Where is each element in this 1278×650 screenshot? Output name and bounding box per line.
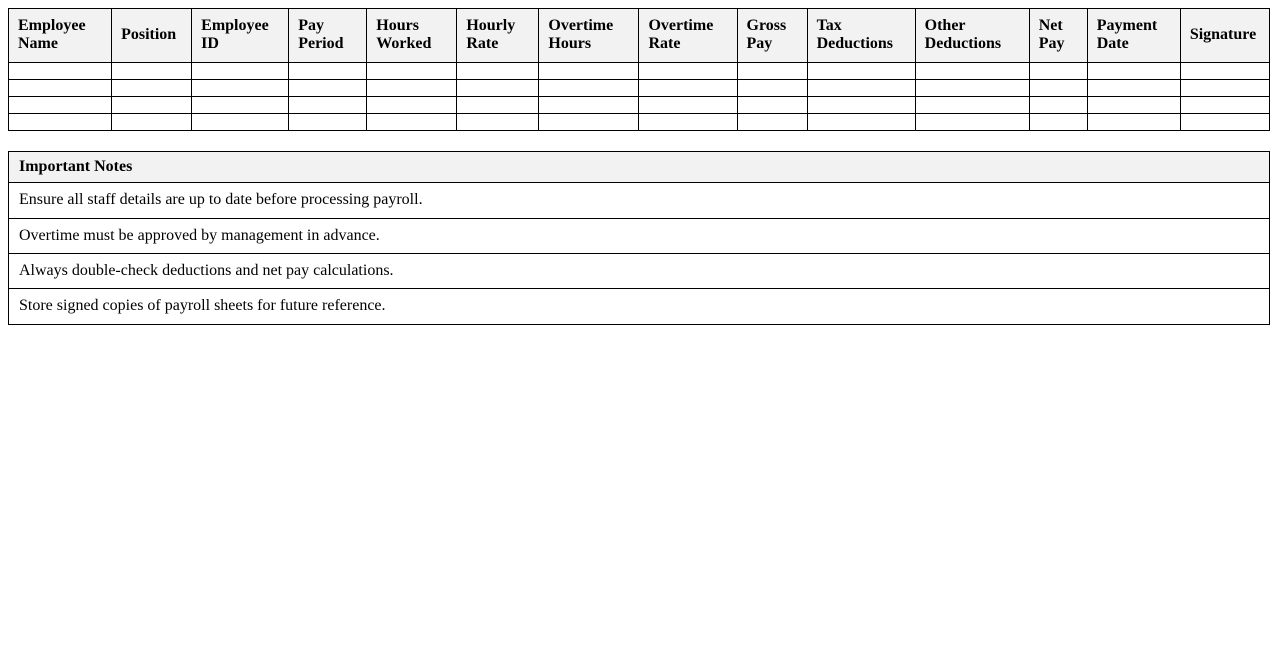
payroll-empty-cell xyxy=(367,79,457,96)
payroll-empty-cell xyxy=(539,113,639,130)
payroll-empty-row xyxy=(9,62,1270,79)
note-row xyxy=(9,183,1270,218)
payroll-empty-cell xyxy=(639,79,737,96)
payroll-empty-cell xyxy=(112,62,192,79)
notes-header-row xyxy=(9,151,1270,182)
payroll-empty-cell xyxy=(289,113,367,130)
payroll-empty-cell xyxy=(192,96,289,113)
note-text: Always double-check deductions and net pay calculations. xyxy=(9,253,1270,288)
payroll-empty-cell xyxy=(1180,113,1269,130)
payroll-empty-cell xyxy=(457,96,539,113)
col-header-net-pay: Net Pay xyxy=(1029,9,1087,63)
payroll-empty-cell xyxy=(192,79,289,96)
payroll-empty-cell xyxy=(457,62,539,79)
payroll-header-row xyxy=(9,9,1270,63)
payroll-empty-cell xyxy=(1029,96,1087,113)
note-row xyxy=(9,218,1270,253)
payroll-empty-cell xyxy=(9,96,112,113)
col-header-overtime-rate: Overtime Rate xyxy=(639,9,737,63)
payroll-empty-cell xyxy=(807,79,915,96)
payroll-empty-cell xyxy=(539,62,639,79)
payroll-empty-cell xyxy=(639,62,737,79)
note-text: Ensure all staff details are up to date before processing payroll. xyxy=(9,183,1270,218)
notes-table xyxy=(8,151,1270,325)
payroll-empty-cell xyxy=(915,96,1029,113)
payroll-empty-cell xyxy=(1029,79,1087,96)
payroll-empty-cell xyxy=(112,96,192,113)
payroll-empty-cell xyxy=(457,79,539,96)
payroll-empty-cell xyxy=(9,79,112,96)
note-row xyxy=(9,253,1270,288)
payroll-empty-cell xyxy=(915,62,1029,79)
notes-title: Important Notes xyxy=(9,151,1270,182)
payroll-table xyxy=(8,8,1270,131)
payroll-empty-row xyxy=(9,96,1270,113)
payroll-empty-cell xyxy=(1087,96,1180,113)
payroll-empty-cell xyxy=(639,113,737,130)
payroll-empty-cell xyxy=(1087,62,1180,79)
col-header-signature: Signature xyxy=(1180,9,1269,63)
col-header-employee-id: Employee ID xyxy=(192,9,289,63)
payroll-empty-cell xyxy=(192,113,289,130)
payroll-empty-cell xyxy=(112,79,192,96)
col-header-gross-pay: Gross Pay xyxy=(737,9,807,63)
payroll-empty-cell xyxy=(457,113,539,130)
payroll-empty-cell xyxy=(1087,79,1180,96)
payroll-empty-row xyxy=(9,113,1270,130)
payroll-empty-cell xyxy=(1180,96,1269,113)
payroll-empty-cell xyxy=(112,113,192,130)
col-header-overtime-hours: Overtime Hours xyxy=(539,9,639,63)
payroll-empty-cell xyxy=(737,62,807,79)
notes-table-body xyxy=(9,183,1270,325)
payroll-empty-cell xyxy=(192,62,289,79)
col-header-hours-worked: Hours Worked xyxy=(367,9,457,63)
payroll-empty-cell xyxy=(807,62,915,79)
payroll-empty-cell xyxy=(1029,62,1087,79)
payroll-empty-cell xyxy=(9,113,112,130)
payroll-empty-cell xyxy=(737,113,807,130)
payroll-empty-cell xyxy=(1180,62,1269,79)
payroll-empty-cell xyxy=(9,62,112,79)
payroll-empty-cell xyxy=(737,79,807,96)
payroll-empty-cell xyxy=(367,62,457,79)
payroll-empty-cell xyxy=(639,96,737,113)
col-header-position: Position xyxy=(112,9,192,63)
col-header-tax-deductions: Tax Deductions xyxy=(807,9,915,63)
payroll-empty-cell xyxy=(367,113,457,130)
payroll-empty-cell xyxy=(1087,113,1180,130)
note-text: Store signed copies of payroll sheets for future reference. xyxy=(9,289,1270,324)
payroll-empty-cell xyxy=(1029,113,1087,130)
payroll-empty-cell xyxy=(367,96,457,113)
payroll-empty-cell xyxy=(289,79,367,96)
col-header-other-deductions: Other Deductions xyxy=(915,9,1029,63)
payroll-empty-cell xyxy=(539,96,639,113)
note-row xyxy=(9,289,1270,324)
col-header-hourly-rate: Hourly Rate xyxy=(457,9,539,63)
col-header-payment-date: Payment Date xyxy=(1087,9,1180,63)
payroll-empty-cell xyxy=(289,62,367,79)
payroll-empty-cell xyxy=(915,113,1029,130)
col-header-employee-name: Employee Name xyxy=(9,9,112,63)
payroll-empty-row xyxy=(9,79,1270,96)
note-text: Overtime must be approved by management in advance. xyxy=(9,218,1270,253)
payroll-empty-cell xyxy=(737,96,807,113)
payroll-empty-cell xyxy=(915,79,1029,96)
payroll-empty-cell xyxy=(1180,79,1269,96)
payroll-table-body xyxy=(9,62,1270,130)
payroll-empty-cell xyxy=(807,96,915,113)
payroll-empty-cell xyxy=(539,79,639,96)
payroll-empty-cell xyxy=(289,96,367,113)
col-header-pay-period: Pay Period xyxy=(289,9,367,63)
payroll-empty-cell xyxy=(807,113,915,130)
